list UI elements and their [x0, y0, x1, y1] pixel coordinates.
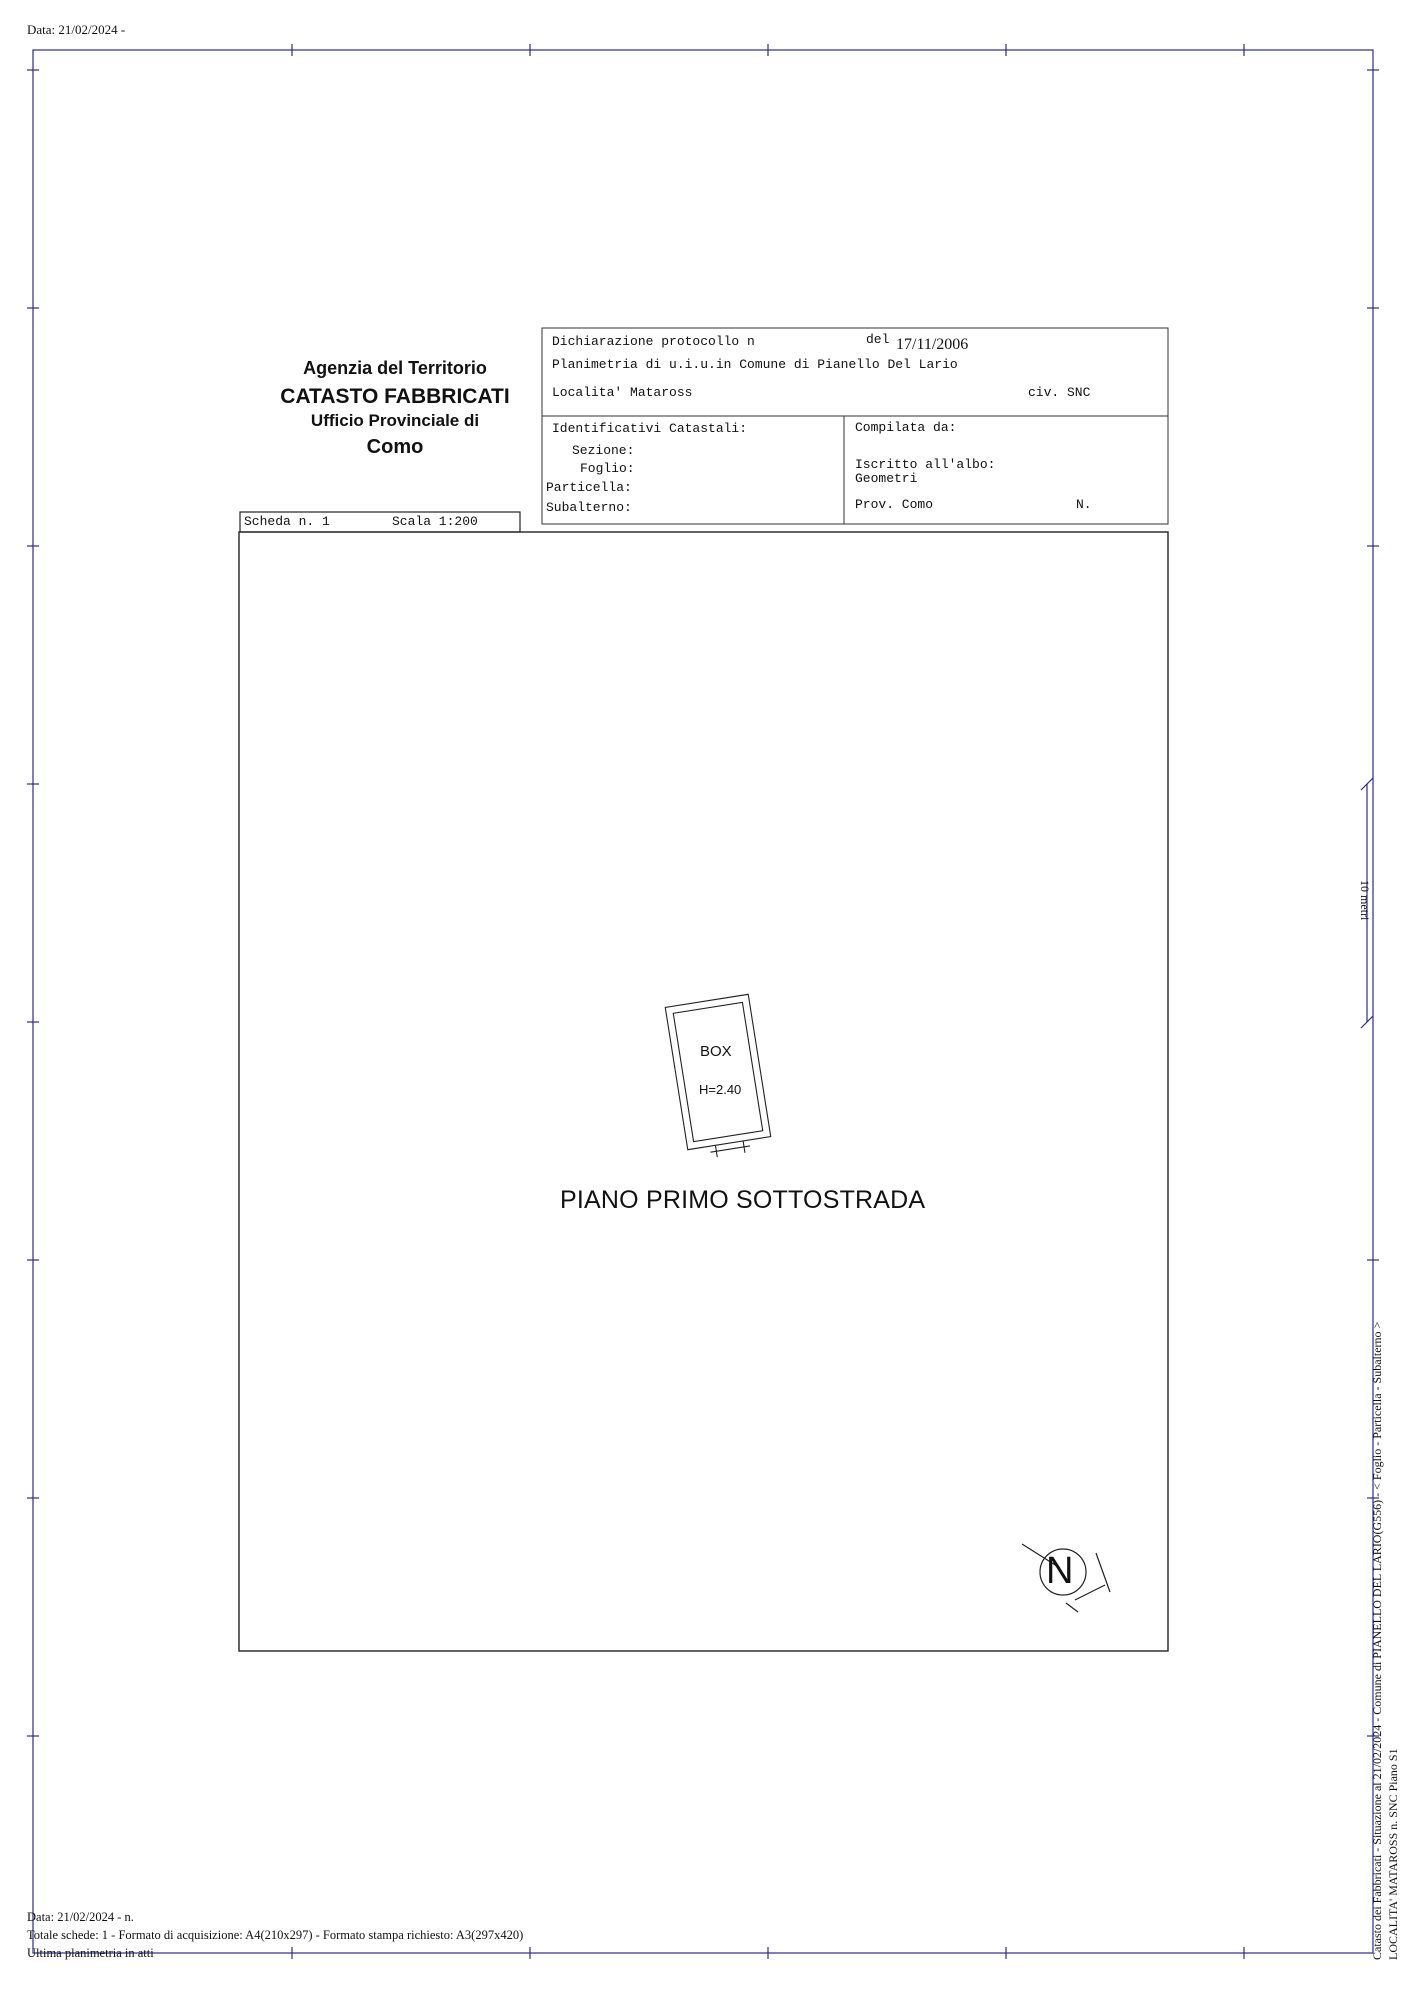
- north-letter: N: [1046, 1550, 1074, 1592]
- prov-label: Prov. Como: [855, 497, 934, 512]
- scala-label: Scala 1:200: [392, 514, 478, 529]
- footer-date: Data: 21/02/2024 - n.: [27, 1910, 134, 1924]
- scale-bar-label: 10 metri: [1358, 880, 1372, 921]
- identificativi-label: Identificativi Catastali:: [552, 421, 748, 436]
- room-name: BOX: [700, 1043, 732, 1060]
- planimetria-line: Planimetria di u.i.u.in Comune di Pianello Del Lario: [552, 357, 958, 372]
- compilata-label: Compilata da:: [855, 420, 957, 435]
- civico: civ. SNC: [1028, 385, 1091, 400]
- office-city: Como: [366, 436, 424, 458]
- protocol-label: Dichiarazione protocollo n: [552, 334, 755, 349]
- footer-note: Ultima planimetria in atti: [27, 1946, 154, 1960]
- foglio-label: Foglio:: [580, 461, 635, 476]
- catasto-title: CATASTO FABBRICATI: [280, 385, 510, 408]
- albo-value: Geometri: [855, 471, 918, 486]
- office-label: Ufficio Provinciale di: [310, 411, 480, 430]
- floor-title: PIANO PRIMO SOTTOSTRADA: [560, 1186, 926, 1214]
- localita: Localita' Mataross: [552, 385, 693, 400]
- footer-format: Totale schede: 1 - Formato di acquisizione: A4(210x297) - Formato stampa richiesto: A3(297x420): [27, 1928, 524, 1942]
- del-date: 17/11/2006: [896, 336, 969, 353]
- del-label: del: [866, 332, 890, 347]
- particella-label: Particella:: [546, 480, 632, 495]
- scheda-label: Scheda n. 1: [244, 514, 330, 529]
- room-height: H=2.40: [699, 1082, 742, 1097]
- box-room: [665, 994, 772, 1161]
- side-text-line1: Catasto dei Fabbricati - Situazione al 21/02/2024 - Comune di PIANELLO DEL LARIO(G556) - < Foglio - Particella - Subalterno >: [1370, 1321, 1384, 1960]
- sezione-label: Sezione:: [572, 443, 635, 458]
- subalterno-label: Subalterno:: [546, 500, 632, 515]
- side-text-line2: LOCALITA' MATAROSS n. SNC Piano S1: [1386, 1748, 1400, 1960]
- n-label: N.: [1076, 497, 1092, 512]
- print-date: Data: 21/02/2024 -: [27, 22, 126, 37]
- iscritto-label: Iscritto all'albo:: [855, 457, 996, 472]
- agency-name: Agenzia del Territorio: [303, 358, 487, 378]
